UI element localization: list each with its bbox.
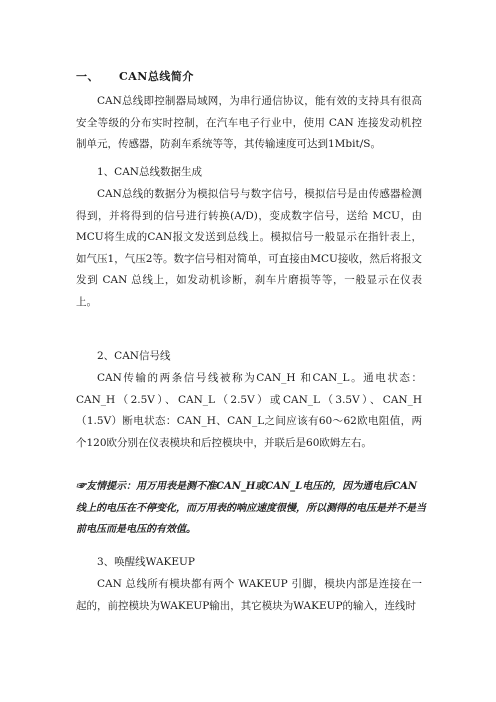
- sub2-paragraph: CAN传输的两条信号线被称为CAN_H 和CAN_L。通电状态：CAN_H（2.5V）、CAN_L（2.5V）或CAN_L（3.5V）、CAN_H（1.5V）断电状态：CAN_H、CAN_L之间应该有60～62欧电阻值，两个120欧分别在仪表模块和后控模块中，并联后是60欧姆左右。: [76, 372, 422, 449]
- intro-paragraph: CAN总线即控制器局域网，为串行通信协议，能有效的支持具有很高安全等级的分布实时控制，在汽车电子行业中，使用 CAN 连接发动机控制单元，传感器，防刹车系统等等，其传输速度可达到1Mbit/S。: [76, 95, 422, 151]
- tip-note: ☞友情提示：用万用表是测不准CAN_H或CAN_L电压的，因为通电后CAN线上的电压在不停变化，而万用表的响应速度很慢，所以测得的电压是并不是当前电压而是电压的有效值。: [76, 481, 426, 536]
- sub2-heading: 2、CAN信号线: [97, 350, 171, 362]
- sub1-paragraph: CAN总线的数据分为模拟信号与数字信号，模拟信号是由传感器检测得到，并将得到的信号进行转换(A/D)，变成数字信号，送给 MCU，由MCU将生成的CAN报文发送到总线上。模拟信号一般显示在指针表上，如气压1，气压2等。数字信号相对简单，可直接由MCU接收，然后将报文发到 CAN 总线上，如发动机诊断，刹车片磨损等等，一般显示在仪表上。: [76, 188, 422, 308]
- sub1-heading: 1、CAN总线数据生成: [97, 166, 202, 178]
- section-number: 一、: [76, 70, 99, 83]
- section-title: [76, 68, 194, 84]
- sub3-paragraph: CAN 总线所有模块都有两个 WAKEUP 引脚，模块内部是连接在一起的，前控模块为WAKEUP输出，其它模块为WAKEUP的输入，连线时: [76, 578, 422, 612]
- sub3-heading: 3、唤醒线WAKEUP: [97, 556, 195, 568]
- section-title-text: CAN总线简介: [119, 70, 194, 83]
